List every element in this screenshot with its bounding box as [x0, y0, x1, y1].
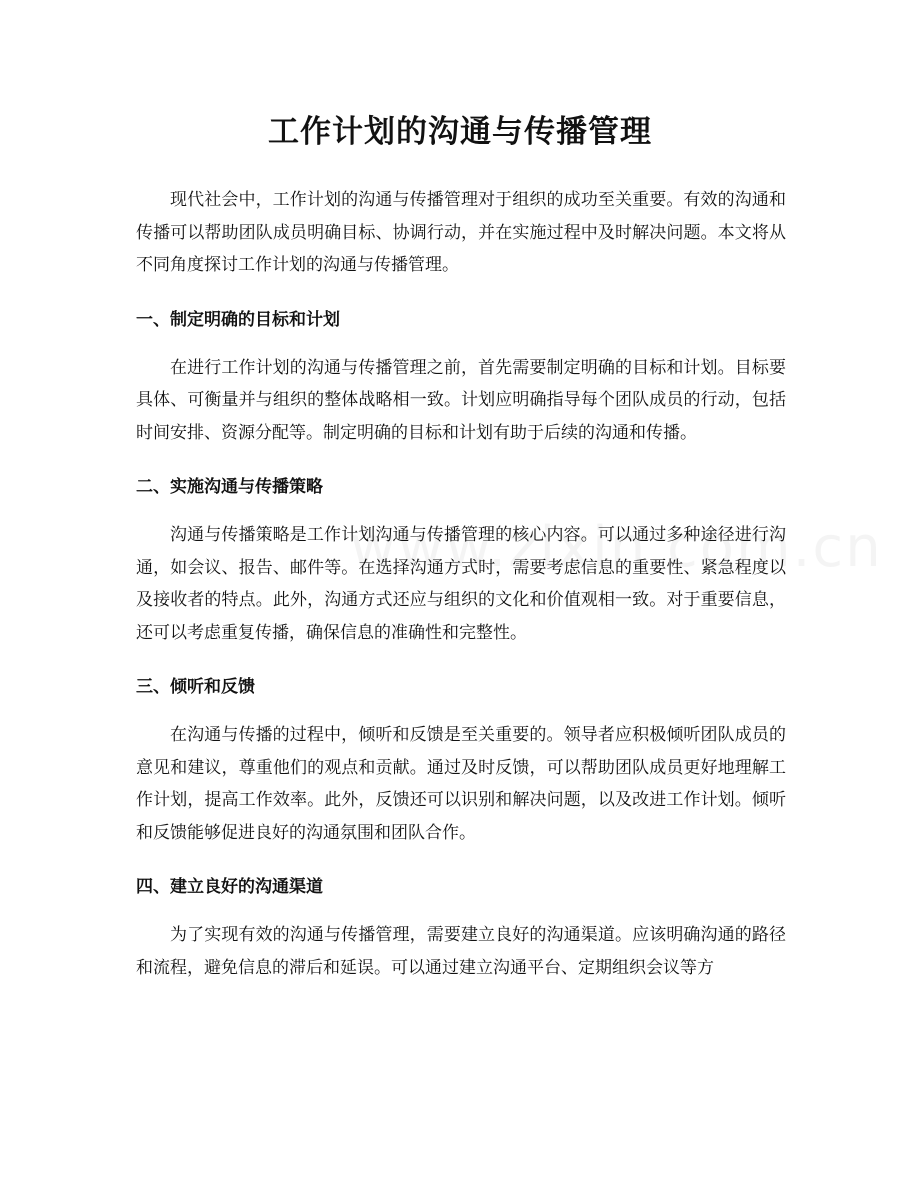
section-heading: 四、建立良好的沟通渠道 — [136, 877, 323, 897]
intro-paragraph: 现代社会中，工作计划的沟通与传播管理对于组织的成功至关重要。有效的沟通和传播可以帮助团队成员明确目标、协调行动，并在实施过程中及时解决问题。本文将从不同角度探讨工作计划的沟通与传播管理。 — [136, 190, 786, 275]
section-heading: 二、实施沟通与传播策略 — [136, 477, 323, 497]
section-heading: 一、制定明确的目标和计划 — [136, 309, 340, 330]
section-paragraph: 为了实现有效的沟通与传播管理，需要建立良好的沟通渠道。应该明确沟通的路径和流程，避免信息的滞后和延误。可以通过建立沟通平台、定期组织会议等方 — [136, 925, 786, 978]
section-paragraph: 在沟通与传播的过程中，倾听和反馈是至关重要的。领导者应积极倾听团队成员的意见和建议，尊重他们的观点和贡献。通过及时反馈，可以帮助团队成员更好地理解工作计划，提高工作效率。此外，反馈还可以识别和解决问题，以及改进工作计划。倾听和反馈能够促进良好的沟通氛围和团队合作。 — [136, 725, 786, 843]
section-paragraph: 在进行工作计划的沟通与传播管理之前，首先需要制定明确的目标和计划。目标要具体、可衡量并与组织的整体战略相一致。计划应明确指导每个团队成员的行动，包括时间安排、资源分配等。制定明确的目标和计划有助于后续的沟通和传播。 — [136, 357, 786, 443]
document-title: 工作计划的沟通与传播管理 — [268, 114, 652, 150]
document-body — [136, 184, 786, 984]
section-heading: 三、倾听和反馈 — [136, 677, 255, 697]
section-paragraph: 沟通与传播策略是工作计划沟通与传播管理的核心内容。可以通过多种途径进行沟通，如会议、报告、邮件等。在选择沟通方式时，需要考虑信息的重要性、紧急程度以及接收者的特点。此外，沟通方式还应与组织的文化和价值观相一致。对于重要信息，还可以考虑重复传播，确保信息的准确性和完整性。 — [136, 525, 786, 643]
